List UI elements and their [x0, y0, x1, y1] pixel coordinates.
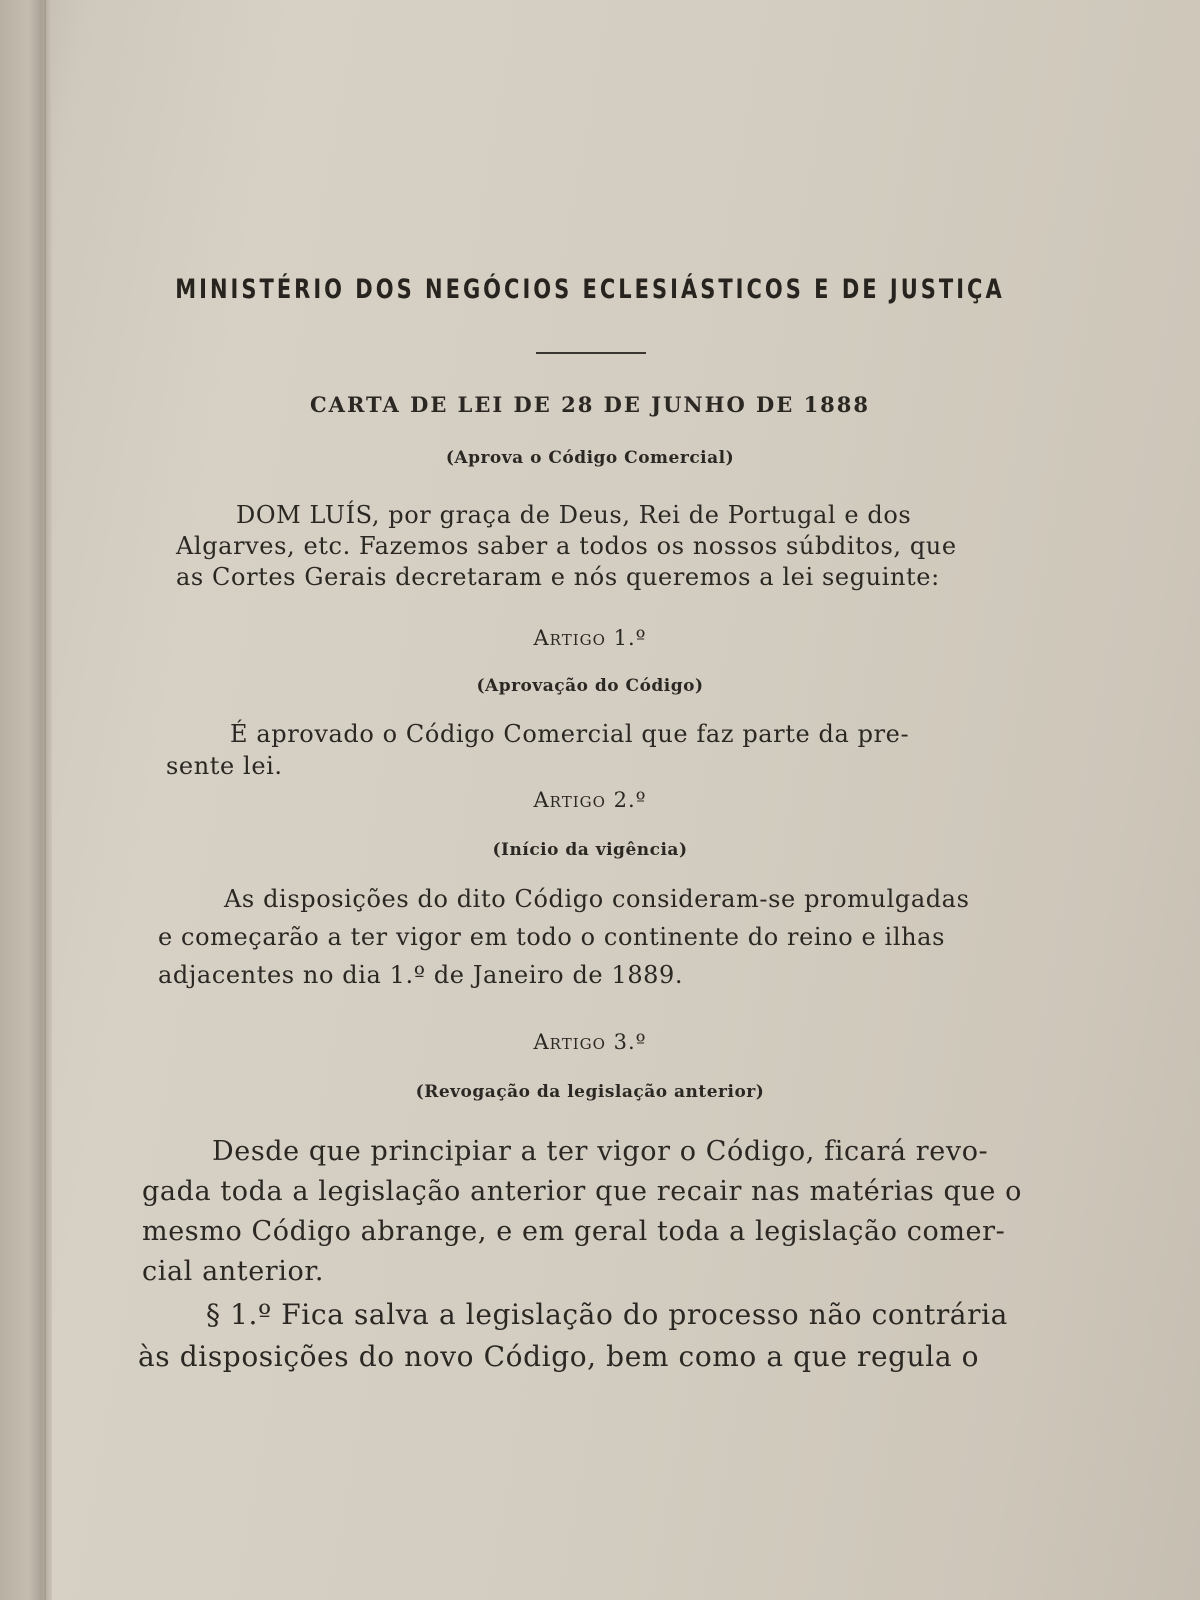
separator-rule — [536, 352, 646, 354]
text-line: mesmo Código abrange, e em geral toda a legislação comer- — [142, 1216, 1006, 1247]
text-line: cial anterior. — [142, 1256, 325, 1287]
law-title: CARTA DE LEI DE 28 DE JUNHO DE 1888 — [309, 392, 871, 417]
text-line: Desde que principiar a ter vigor o Código, ficará revo- — [212, 1136, 989, 1167]
article-3-heading: Artigo 3.º — [533, 1030, 647, 1054]
article-3-paragraph — [142, 1132, 1062, 1292]
article-1-heading: Artigo 1.º — [533, 626, 647, 650]
page-fold-line — [44, 0, 46, 1600]
text-line: às disposições do novo Código, bem como a que regula o — [138, 1340, 980, 1373]
text-line: adjacentes no dia 1.º de Janeiro de 1889. — [158, 961, 684, 989]
ministry-heading: MINISTÉRIO DOS NEGÓCIOS ECLESIÁSTICOS E DE JUSTIÇA — [175, 274, 1005, 304]
text-line: sente lei. — [166, 752, 283, 780]
text-line: § 1.º Fica salva a legislação do processo não contrária — [206, 1298, 1008, 1331]
preamble-paragraph — [176, 500, 1012, 593]
text-line: Algarves, etc. Fazemos saber a todos os nossos súbditos, que — [176, 532, 957, 560]
text-line: DOM LUÍS, por graça de Deus, Rei de Portugal e dos — [236, 501, 912, 529]
text-line: gada toda a legislação anterior que recair nas matérias que o — [142, 1176, 1022, 1207]
law-subtitle: (Aprova o Código Comercial) — [445, 448, 735, 468]
article-3-section-1 — [138, 1294, 1084, 1378]
article-3-subtitle: (Revogação da legislação anterior) — [415, 1082, 765, 1102]
article-2-paragraph — [158, 880, 1038, 994]
text-line: as Cortes Gerais decretaram e nós queremos a lei seguinte: — [176, 563, 940, 591]
article-1-paragraph — [166, 718, 1026, 782]
article-2-heading: Artigo 2.º — [533, 788, 647, 812]
article-1-subtitle: (Aprovação do Código) — [476, 676, 704, 696]
text-line: e começarão a ter vigor em todo o continente do reino e ilhas — [158, 923, 945, 951]
article-2-subtitle: (Início da vigência) — [492, 840, 688, 860]
text-line: É aprovado o Código Comercial que faz parte da pre- — [230, 720, 910, 748]
text-line: As disposições do dito Código consideram-se promulgadas — [224, 885, 970, 913]
